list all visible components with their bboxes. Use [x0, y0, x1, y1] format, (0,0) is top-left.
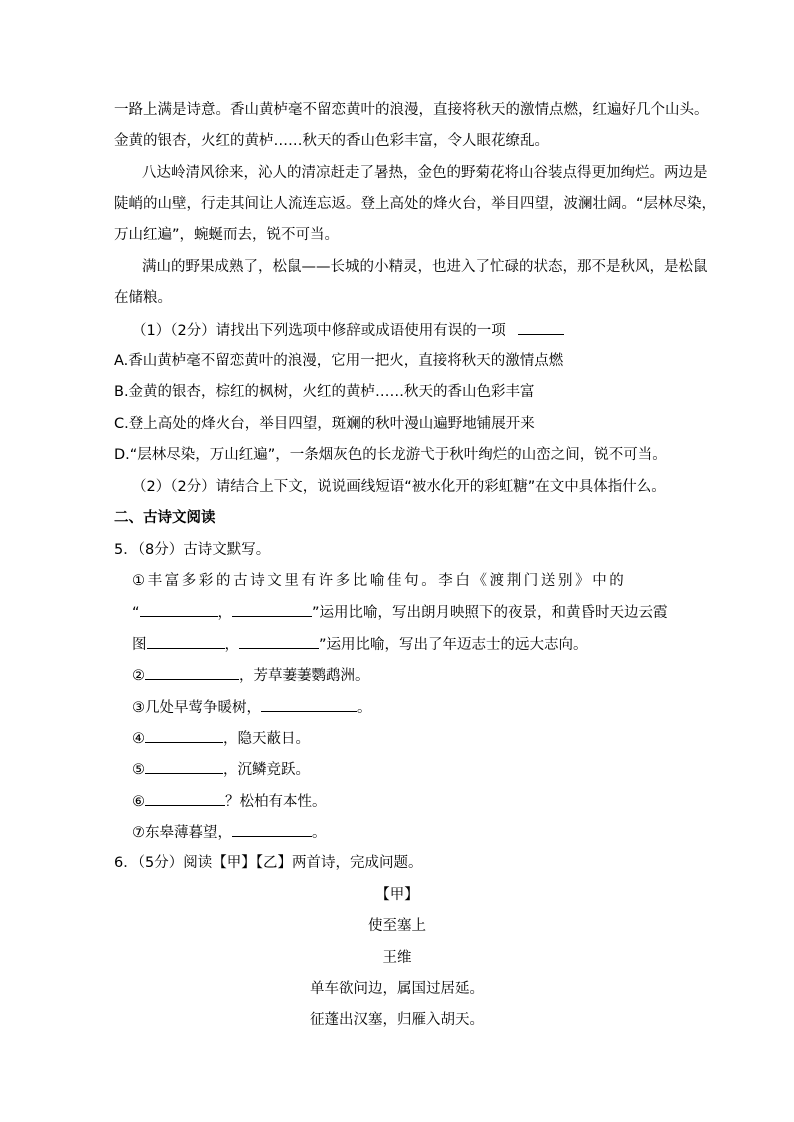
subquestion-1-text: （1）（2分）请找出下列选项中修辞或成语使用有误的一项 [132, 323, 506, 339]
option-b: B.金黄的银杏，棕红的枫树，火红的黄栌……秋天的香山色彩丰富 [114, 384, 535, 400]
q5-item-7: ⑦东皋薄暮望， 。 [132, 822, 327, 843]
answer-blank[interactable] [232, 602, 312, 617]
answer-blank[interactable] [140, 602, 218, 617]
answer-blank[interactable] [147, 634, 225, 649]
option-d: D.“层林尽染，万山红遍”，一条烟灰色的长龙游弋于秋叶绚烂的山峦之间，锐不可当。 [114, 447, 667, 463]
q5-item-2: ② ，芳草萋萋鹦鹉洲。 [132, 665, 370, 686]
answer-blank[interactable] [145, 728, 223, 743]
q5-item-4: ④ ，隐天蔽日。 [132, 728, 310, 749]
question-5-title: 5．（8分）古诗文默写。 [114, 542, 271, 558]
poem-line: 征蓬出汉塞，归雁入胡天。 [310, 1012, 484, 1028]
passage-line: 在储粮。 [114, 290, 172, 306]
q5-item-1-line-3: 图 ， ”运用比喻，写出了年迈志士的远大志向。 [132, 634, 588, 655]
subquestion-1 [132, 320, 564, 341]
passage-line: 八达岭清风徐来，沁人的清凉赶走了暑热，金色的野菊花将山谷装点得更加绚烂。两边是 [142, 165, 708, 181]
option-a: A.香山黄栌毫不留恋黄叶的浪漫，它用一把火，直接将秋天的激情点燃 [114, 353, 564, 369]
passage-line: 满山的野果成熟了，松鼠——长城的小精灵，也进入了忙碌的状态，那不是秋风，是松鼠 [142, 259, 708, 275]
answer-blank[interactable] [239, 634, 319, 649]
q5-item-3: ③几处早莺争暖树， 。 [132, 697, 372, 718]
answer-blank[interactable] [518, 320, 564, 335]
passage-line: 陡峭的山壁，行走其间让人流连忘返。登上高处的烽火台，举目四望，波澜壮阔。“层林尽染， [114, 196, 717, 212]
section-title: 二、古诗文阅读 [114, 510, 216, 526]
passage-line: 万山红遍”，蜿蜒而去，锐不可当。 [114, 227, 340, 243]
answer-blank[interactable] [232, 822, 312, 837]
q5-item-1-line-2: “ ， ”运用比喻，写出朗月映照下的夜景，和黄昏时天边云霞 [132, 602, 668, 623]
q5-item-1-line-1: ①丰富多彩的古诗文里有许多比喻佳句。李白《渡荆门送别》中的 [132, 573, 627, 589]
poem-label: 【甲】 [375, 887, 419, 903]
passage-line: 一路上满是诗意。香山黄栌毫不留恋黄叶的浪漫，直接将秋天的激情点燃，红遍好几个山头。 [114, 102, 709, 118]
answer-blank[interactable] [145, 759, 223, 774]
poem-author: 王维 [382, 950, 412, 966]
subquestion-2: （2）（2分）请结合上下文，说说画线短语“被水化开的彩虹糖”在文中具体指什么。 [132, 479, 666, 495]
q5-item-6: ⑥ ？松柏有本性。 [132, 791, 327, 812]
poem-line: 单车欲问边，属国过居延。 [310, 981, 484, 997]
answer-blank[interactable] [145, 665, 239, 680]
question-6-title: 6．（5分）阅读【甲】【乙】两首诗，完成问题。 [114, 855, 423, 871]
q5-item-5: ⑤ ，沉鳞竞跃。 [132, 759, 310, 780]
passage-line: 金黄的银杏，火红的黄栌……秋天的香山色彩丰富，令人眼花缭乱。 [114, 133, 549, 149]
answer-blank[interactable] [261, 697, 357, 712]
answer-blank[interactable] [145, 791, 225, 806]
option-c: C.登上高处的烽火台，举目四望，斑斓的秋叶漫山遍野地铺展开来 [114, 416, 535, 432]
poem-title: 使至塞上 [368, 918, 426, 934]
